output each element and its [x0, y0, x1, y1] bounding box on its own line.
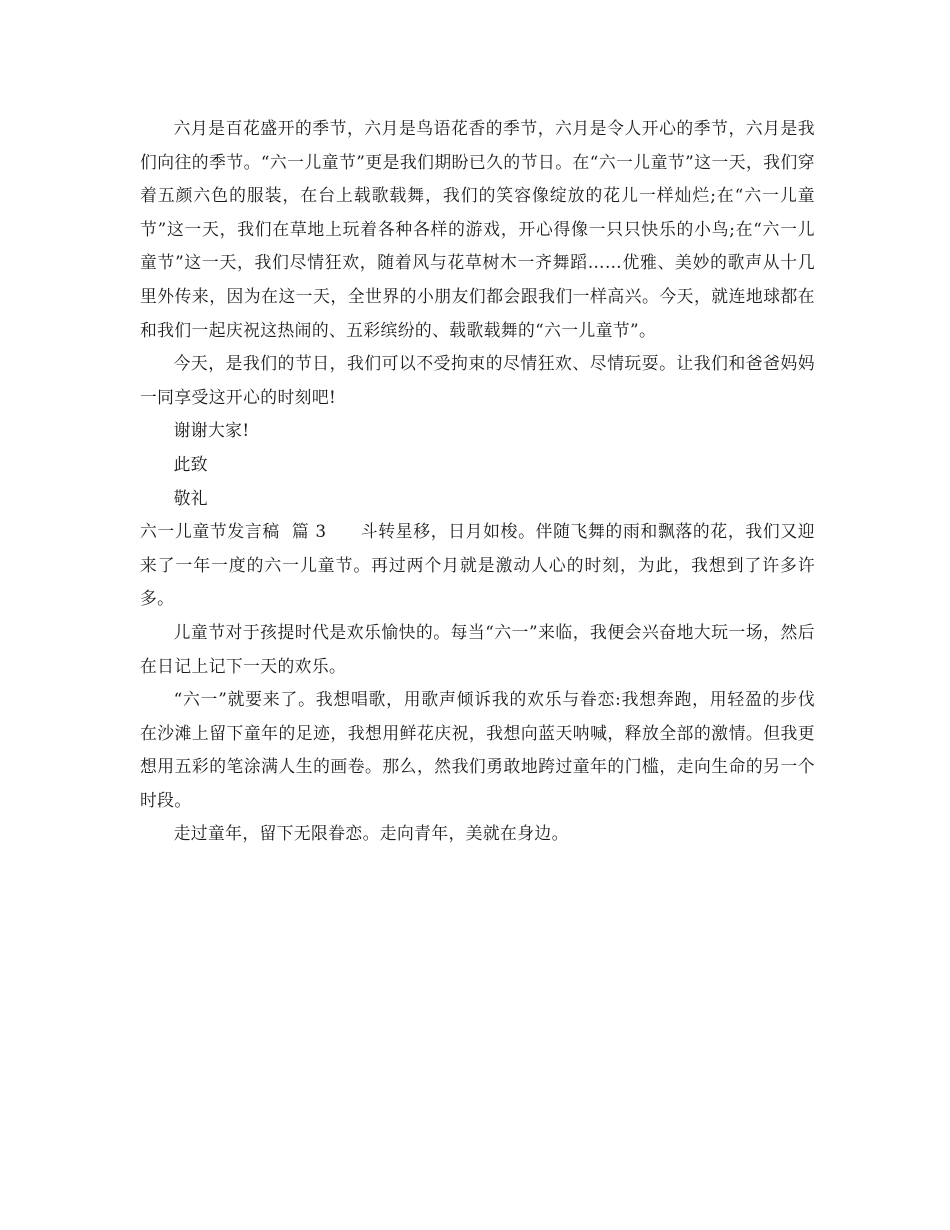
- section-3-heading: 六一儿童节发言稿 篇 3: [140, 521, 327, 542]
- document-body: [140, 112, 815, 851]
- closing-salutation: 此致: [173, 453, 208, 474]
- paragraph-coming: “六一”就要来了。我想唱歌，用歌声倾诉我的欢乐与眷恋:我想奔跑，用轻盈的步伐在沙滩上留下童年的足迹，我想用鲜花庆祝，我想向蓝天呐喊，释放全部的激情。但我更想用五彩的笔涂满人生的画卷。那么，然我们勇敢地跨过童年的门槛，走向生命的另一个时段。: [140, 689, 815, 810]
- paragraph-ending: 走过童年，留下无限眷恋。走向青年，美就在身边。: [173, 823, 569, 844]
- closing-regards: 敬礼: [173, 487, 208, 508]
- paragraph-today: 今天，是我们的节日，我们可以不受拘束的尽情狂欢、尽情玩耍。让我们和爸爸妈妈一同享受这开心的时刻吧!: [140, 353, 815, 407]
- section-3-intro: [140, 515, 815, 616]
- section-3-first-paragraph: 斗转星移，日月如梭。伴随飞舞的雨和飘落的花，我们又迎来了一年一度的六一儿童节。再过两个月就是激动人心的时刻，为此，我想到了许多许多。: [140, 521, 815, 609]
- paragraph-june: 六月是百花盛开的季节，六月是鸟语花香的季节，六月是令人开心的季节，六月是我们向往的季节。“六一儿童节”更是我们期盼已久的节日。在“六一儿童节”这一天，我们穿着五颜六色的服装，在台上载歌载舞，我们的笑容像绽放的花儿一样灿烂;在“六一儿童节”这一天，我们在草地上玩着各种各样的游戏，开心得像一只只快乐的小鸟;在“六一儿童节”这一天，我们尽情狂欢，随着风与花草树木一齐舞蹈……优雅、美妙的歌声从十几里外传来，因为在这一天，全世界的小朋友们都会跟我们一样高兴。今天，就连地球都在和我们一起庆祝这热闹的、五彩缤纷的、载歌载舞的“六一儿童节”。: [140, 118, 815, 340]
- paragraph-childhood: 儿童节对于孩提时代是欢乐愉快的。每当“六一”来临，我便会兴奋地大玩一场，然后在日记上记下一天的欢乐。: [140, 621, 815, 676]
- closing-thanks: 谢谢大家!: [173, 420, 250, 441]
